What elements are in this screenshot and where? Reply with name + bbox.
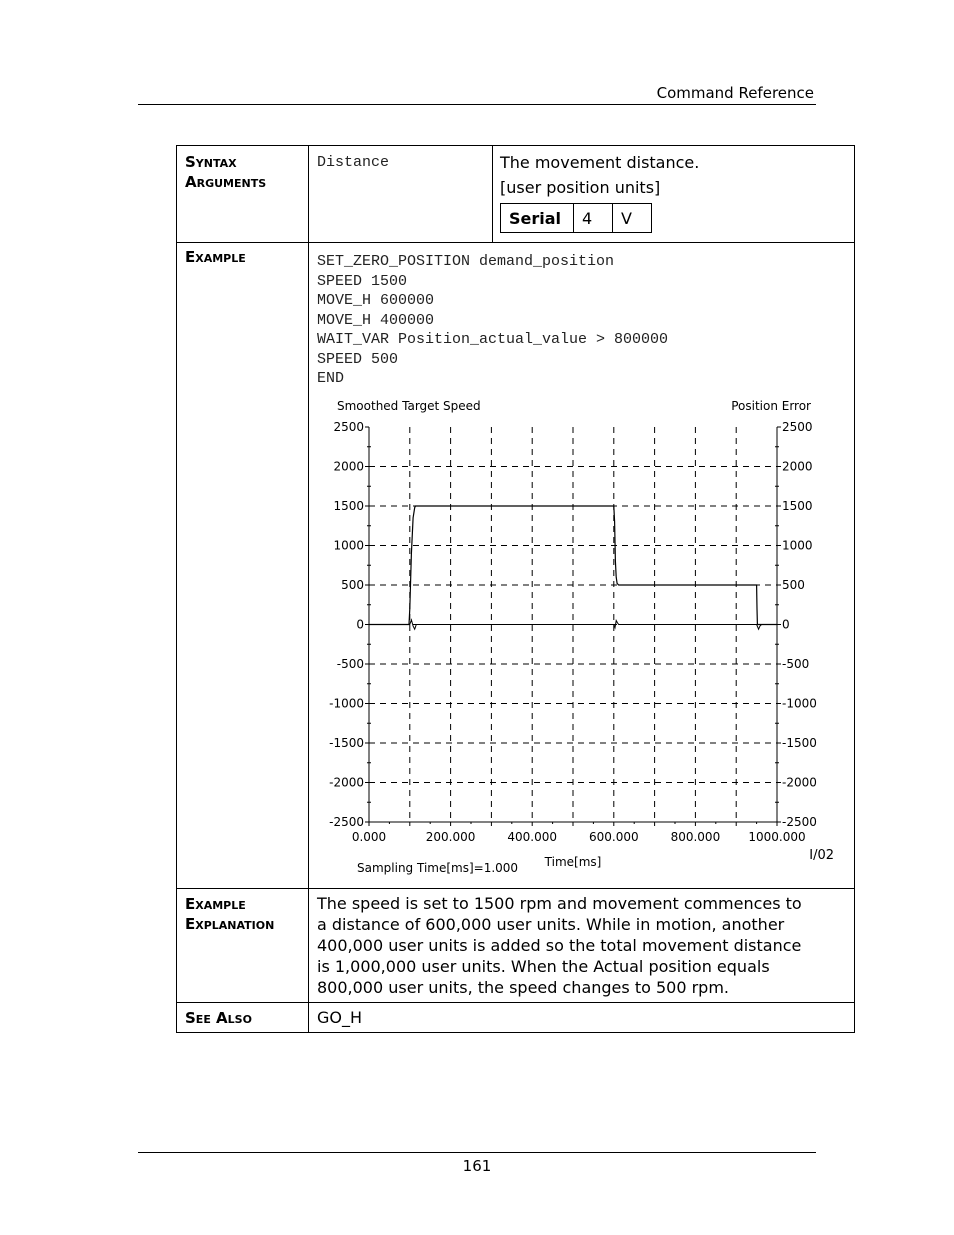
code-line: SPEED 1500	[317, 272, 408, 290]
section-title: Command Reference	[656, 84, 814, 102]
see-also-label-cell	[177, 1003, 309, 1033]
y-tick-label-left: 500	[341, 577, 364, 592]
code-line: SPEED 500	[317, 350, 399, 368]
arguments-label: Arguments	[185, 173, 267, 191]
attr-size: 4	[574, 204, 613, 233]
argument-description-cell	[493, 146, 855, 243]
y-tick-label-right: 0	[782, 617, 790, 631]
x-tick-label: 1000.000	[748, 829, 806, 844]
y-tick-label-left: 2000	[333, 459, 364, 473]
y-tick-label-left: -1000	[329, 696, 364, 710]
explanation-label-1: Example	[185, 895, 246, 913]
explanation-text-cell	[309, 889, 855, 1003]
x-tick-label: 0.000	[351, 829, 387, 844]
syntax-row	[177, 146, 855, 243]
see-also-value-cell	[309, 1003, 855, 1033]
y-tick-label-left: -500	[336, 656, 364, 671]
y-tick-label-left: -2500	[329, 814, 364, 829]
code-line: MOVE_H 600000	[317, 292, 435, 309]
explanation-line: 800,000 user units, the speed changes to 500 rpm.	[317, 978, 729, 997]
y-tick-label-right: -1500	[782, 735, 817, 750]
y-tick-label-left: 1500	[333, 498, 364, 513]
corner-label: I/02	[809, 847, 834, 863]
see-also-row	[177, 1003, 855, 1033]
code-line: SET_ZERO_POSITION demand_position	[317, 253, 615, 270]
explanation-line: The speed is set to 1500 rpm and movement commences to	[317, 894, 802, 913]
y-tick-label-right: -2500	[782, 814, 817, 829]
x-tick-label: 600.000	[588, 829, 639, 844]
y-tick-label-right: 500	[782, 577, 805, 592]
y-tick-label-right: -500	[782, 656, 810, 671]
code-line: END	[317, 370, 345, 387]
argument-name-cell	[309, 146, 493, 243]
see-also-link[interactable]: GO_H	[317, 1008, 363, 1027]
speed-position-chart	[309, 389, 854, 879]
explanation-line: a distance of 600,000 user units. While in motion, another	[317, 915, 785, 934]
syntax-label-cell	[177, 146, 309, 243]
x-tick-label: 400.000	[507, 829, 558, 844]
right-axis-title: Position Error	[731, 398, 811, 413]
x-axis-label: Time[ms]	[544, 854, 602, 869]
y-tick-label-right: -1000	[782, 696, 817, 710]
y-tick-label-right: 1000	[782, 538, 813, 552]
example-row	[177, 243, 855, 889]
command-reference-table	[176, 145, 855, 1033]
attr-interface: Serial	[501, 204, 574, 233]
attr-type: V	[613, 204, 652, 233]
sampling-note: Sampling Time[ms]=1.000	[357, 860, 519, 875]
code-line: MOVE_H 400000	[317, 311, 435, 329]
explanation-line: is 1,000,000 user units. When the Actual position equals	[317, 957, 770, 976]
x-tick-label: 200.000	[425, 829, 476, 844]
example-label: Example	[185, 248, 246, 266]
explanation-label-cell	[177, 889, 309, 1003]
y-tick-label-right: 1500	[782, 498, 813, 513]
y-tick-label-right: 2500	[782, 419, 813, 434]
y-tick-label-right: 2000	[782, 459, 813, 473]
example-content-cell	[309, 243, 855, 889]
example-label-cell	[177, 243, 309, 889]
x-tick-label: 800.000	[670, 829, 721, 844]
page-footer	[138, 1152, 816, 1175]
explanation-row	[177, 889, 855, 1003]
y-tick-label-right: -2000	[782, 775, 817, 789]
code-line: WAIT_VAR Position_actual_value > 800000	[317, 331, 669, 348]
argument-attributes-table	[500, 203, 652, 233]
example-code	[309, 243, 854, 389]
explanation-text	[309, 889, 854, 1002]
syntax-label: Syntax	[185, 153, 237, 171]
explanation-line: 400,000 user units is added so the total movement distance	[317, 936, 802, 955]
argument-description: The movement distance.	[500, 153, 700, 172]
page-number: 161	[462, 1157, 492, 1175]
y-tick-label-left: 0	[356, 617, 364, 631]
y-tick-label-left: 2500	[333, 419, 364, 434]
argument-name: Distance	[317, 154, 390, 171]
y-tick-label-left: -1500	[329, 735, 364, 750]
y-tick-label-left: 1000	[333, 538, 364, 552]
y-tick-label-left: -2000	[329, 775, 364, 789]
explanation-label-2: Explanation	[185, 915, 275, 933]
left-axis-title: Smoothed Target Speed	[337, 398, 481, 413]
see-also-label: See Also	[185, 1009, 252, 1027]
chart-svg	[309, 389, 854, 879]
page-header	[138, 84, 816, 105]
argument-units: [user position units]	[500, 178, 661, 197]
